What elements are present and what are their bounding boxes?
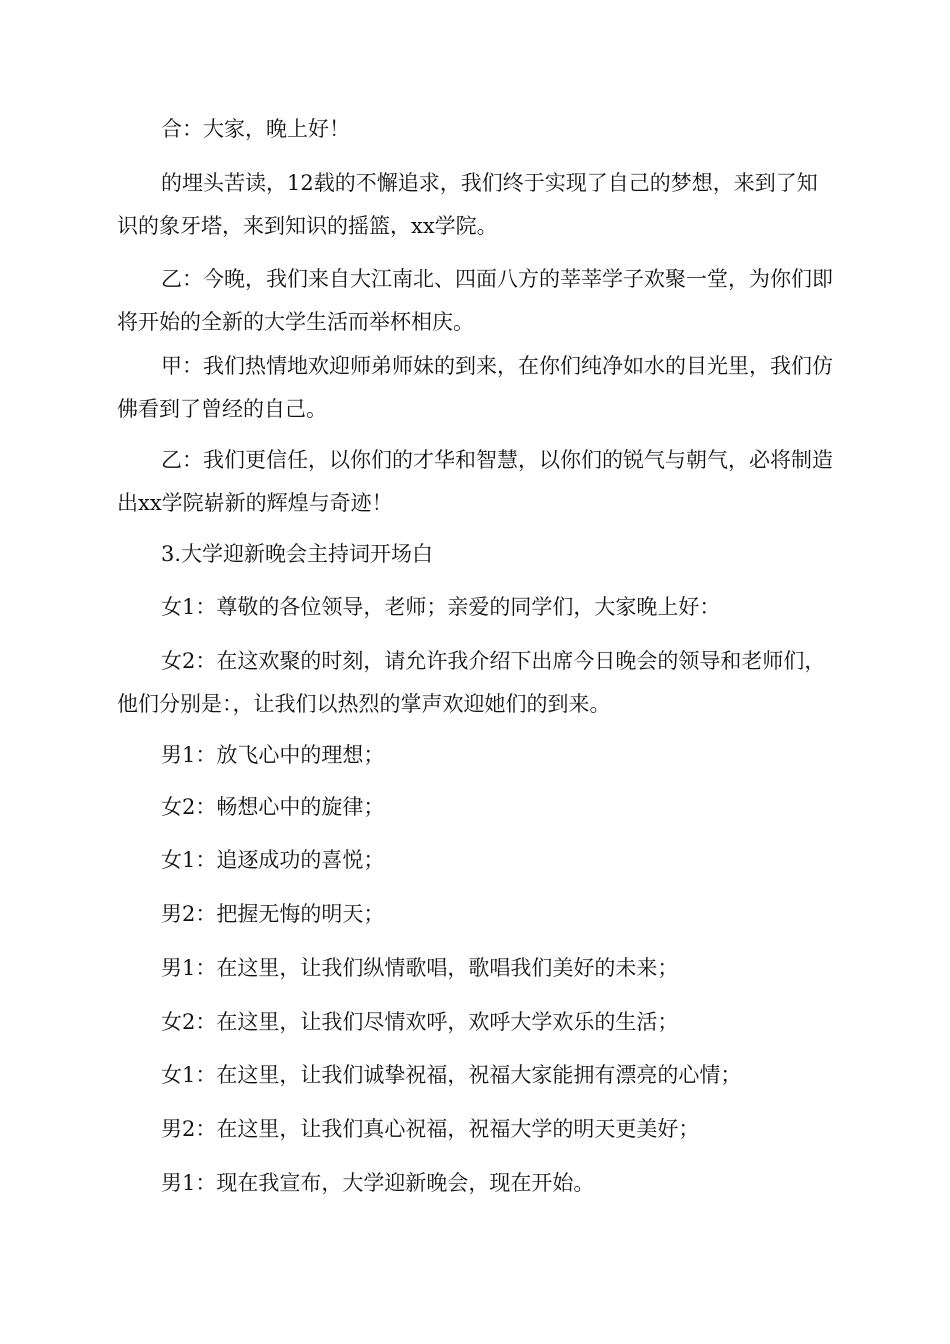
paragraph: 的埋头苦读，12载的不懈追求，我们终于实现了自己的梦想，来到了知识的象牙塔，来到知识的摇篮，xx学院。 (117, 171, 818, 238)
paragraph: 乙：我们更信任，以你们的才华和智慧，以你们的锐气与朝气，必将制造出xx学院崭新的辉煌与奇迹！ (117, 448, 833, 515)
paragraph: 女2：在这里，让我们尽情欢呼，欢呼大学欢乐的生活； (161, 1010, 679, 1034)
paragraph: 男2：把握无悔的明天； (161, 902, 385, 926)
paragraph: 男1：在这里，让我们纵情歌唱，歌唱我们美好的未来； (161, 956, 679, 980)
paragraph: 女1：在这里，让我们诚挚祝福，祝福大家能拥有漂亮的心情； (161, 1063, 742, 1087)
paragraph: 女1：追逐成功的喜悦； (161, 848, 385, 872)
paragraph: 女2：畅想心中的旋律； (161, 795, 385, 819)
paragraph: 甲：我们热情地欢迎师弟师妹的到来，在你们纯净如水的目光里，我们仿佛看到了曾经的自己。 (117, 354, 833, 421)
section-heading: 3.大学迎新晚会主持词开场白 (161, 542, 434, 566)
paragraph: 合：大家，晚上好！ (161, 117, 350, 141)
paragraph: 乙：今晚，我们来自大江南北、四面八方的莘莘学子欢聚一堂，为你们即将开始的全新的大学生活而举杯相庆。 (117, 267, 833, 334)
paragraph: 男2：在这里，让我们真心祝福，祝福大学的明天更美好； (161, 1117, 700, 1141)
paragraph: 男1：放飞心中的理想； (161, 743, 385, 767)
paragraph: 男1：现在我宣布，大学迎新晚会，现在开始。 (161, 1171, 595, 1195)
paragraph: 女1：尊敬的各位领导，老师；亲爱的同学们，大家晚上好： (161, 595, 721, 619)
paragraph: 女2：在这欢聚的时刻，请允许我介绍下出席今日晚会的领导和老师们，他们分别是：，让我们以热烈的掌声欢迎她们的到来。 (117, 649, 826, 716)
